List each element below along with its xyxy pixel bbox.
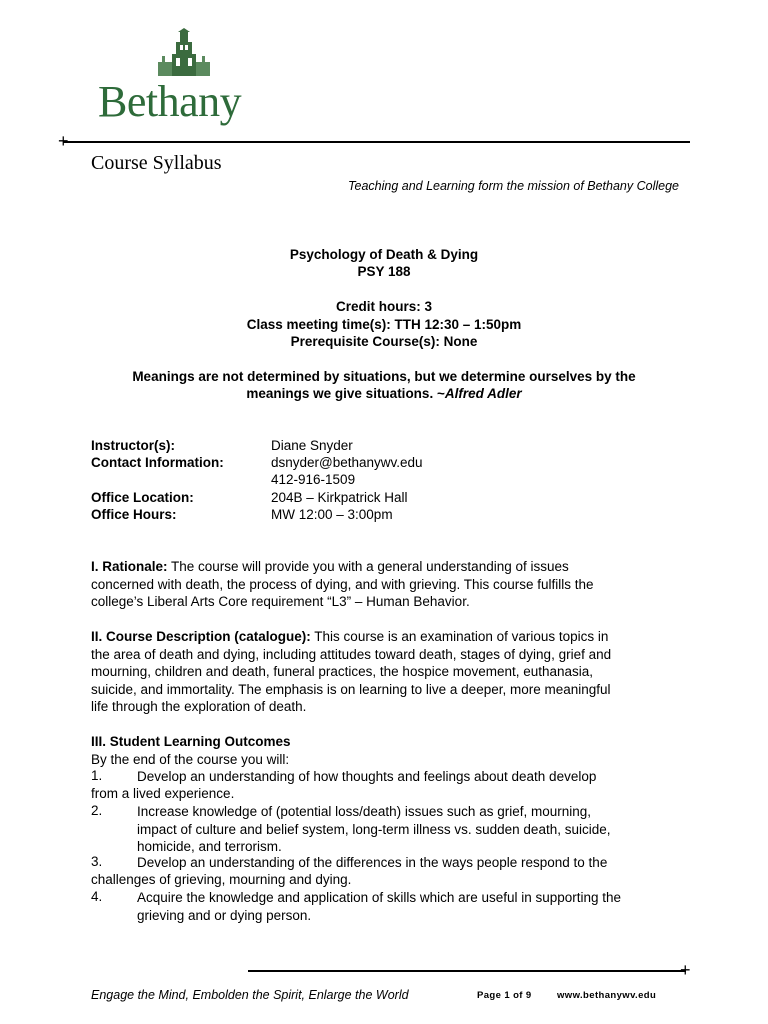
header-rule bbox=[63, 141, 690, 143]
outcome-number: 2. bbox=[91, 803, 103, 818]
bethany-logo bbox=[98, 28, 288, 128]
description-line: mourning, children and death, funeral practices, the hospice movement, euthanasia, bbox=[91, 664, 594, 679]
logo-wordmark: Bethany bbox=[98, 77, 242, 126]
hours-value: MW 12:00 – 3:00pm bbox=[271, 507, 393, 522]
office-label: Office Location: bbox=[91, 490, 194, 505]
description-section bbox=[91, 628, 683, 716]
outcomes-heading: III. Student Learning Outcomes bbox=[91, 734, 291, 749]
outcomes-section bbox=[91, 733, 683, 768]
footer-website-link[interactable]: www.bethanywv.edu bbox=[557, 990, 657, 1001]
footer-motto: Engage the Mind, Embolden the Spirit, Enlarge the World bbox=[91, 988, 409, 1002]
quote-line-1: Meanings are not determined by situations, but we determine ourselves by the bbox=[132, 369, 636, 384]
instructor-label: Instructor(s): bbox=[91, 438, 175, 453]
quote-text: meanings we give situations. ~ bbox=[246, 386, 445, 401]
email-link[interactable]: dsnyder@bethanywv.edu bbox=[271, 455, 423, 470]
quote-line-2 bbox=[0, 386, 768, 401]
page-number: Page 1 of 9 bbox=[477, 990, 532, 1001]
description-line: the area of death and dying, including attitudes toward death, stages of dying, grief and bbox=[91, 646, 612, 662]
outcome-item-3: Develop an understanding of the differences in the ways people respond to the bbox=[137, 855, 608, 870]
outcome-number: 1. bbox=[91, 768, 103, 783]
rationale-line: concerned with death, the process of dying, and with grieving. This course fulfills the bbox=[91, 576, 594, 592]
rationale-line: I. Rationale: The course will provide you with a general understanding of issues bbox=[91, 559, 569, 574]
rationale-line: college’s Liberal Arts Core requirement “L3” – Human Behavior. bbox=[91, 594, 470, 609]
office-value: 204B – Kirkpatrick Hall bbox=[271, 490, 408, 505]
crosshair-mark: + bbox=[680, 960, 691, 980]
credit-hours: Credit hours: 3 bbox=[335, 299, 432, 314]
outcomes-intro: By the end of the course you will: bbox=[91, 751, 290, 767]
description-line: II. Course Description (catalogue): This course is an examination of various topics in bbox=[91, 629, 609, 644]
footer-rule bbox=[248, 970, 686, 972]
outcome-item-3-cont: challenges of grieving, mourning and dying. bbox=[91, 872, 352, 887]
rationale-heading: I. Rationale: bbox=[91, 559, 168, 574]
hours-label: Office Hours: bbox=[91, 507, 177, 522]
meeting-time: Class meeting time(s): TTH 12:30 – 1:50pm bbox=[246, 317, 522, 332]
outcome-item-4: Acquire the knowledge and application of skills which are useful in supporting the grieving and or dying person. bbox=[137, 890, 622, 923]
crosshair-mark: + bbox=[58, 131, 69, 151]
outcome-item-2: Increase knowledge of (potential loss/death) issues such as grief, mourning, impact of culture and belief system, long-term illness vs. sudden death, suicide, homicide, and terrorism. bbox=[137, 804, 611, 854]
prerequisite: Prerequisite Course(s): None bbox=[290, 334, 478, 349]
description-line: suicide, and immortality. The emphasis is on learning to live a deeper, more meaningful bbox=[91, 681, 611, 697]
course-code: PSY 188 bbox=[357, 264, 411, 279]
description-heading: II. Course Description (catalogue): bbox=[91, 629, 311, 644]
rationale-section bbox=[91, 558, 683, 611]
tagline: Teaching and Learning form the mission of Bethany College bbox=[348, 179, 679, 193]
outcome-item-1: Develop an understanding of how thoughts and feelings about death develop bbox=[137, 769, 597, 784]
outcome-item-1-cont: from a lived experience. bbox=[91, 786, 235, 801]
phone-number: 412-916-1509 bbox=[271, 472, 356, 487]
instructor-value: Diane Snyder bbox=[271, 438, 353, 453]
outcome-number: 4. bbox=[91, 889, 103, 904]
quote-author: Alfred Adler bbox=[444, 386, 522, 401]
page-title: Course Syllabus bbox=[91, 152, 222, 174]
contact-label: Contact Information: bbox=[91, 455, 224, 470]
outcome-number: 3. bbox=[91, 854, 103, 869]
description-line: life through the exploration of death. bbox=[91, 699, 307, 714]
course-name: Psychology of Death & Dying bbox=[289, 247, 479, 262]
